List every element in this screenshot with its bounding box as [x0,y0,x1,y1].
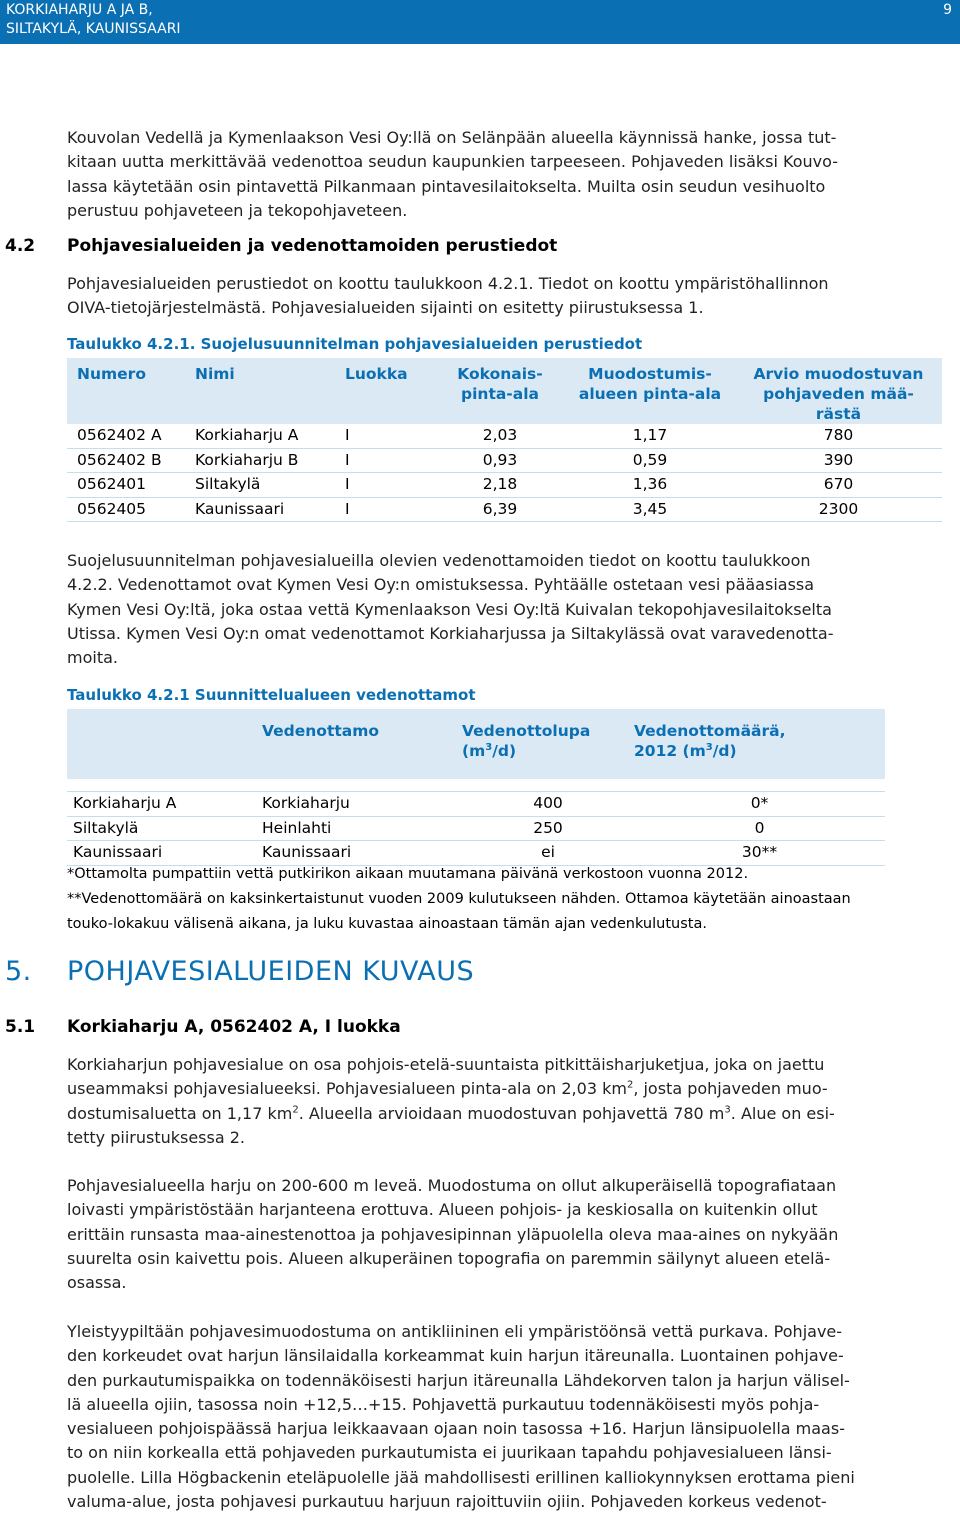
text-line: Suojelusuunnitelman pohjavesialueilla olevien vedenottamoiden tiedot on koottu taulukkoon [67,551,811,570]
text-line: loivasti ympäristöstään harjanteena erottuva. Alueen pohjois- ja keskiosalla on kuitenkin ollut [67,1200,818,1220]
text-line: kitaan uutta merkittävää vedenottoa seudun kaupunkien tarpeeseen. Pohjaveden lisäksi Kouvo- [67,152,838,172]
text-line: OIVA-tietojärjestelmästä. Pohjavesialueiden sijainti on esitetty piirustuksessa 1. [67,298,704,318]
table-row [67,792,885,817]
text-line: Kouvolan Vedellä ja Kymenlaakson Vesi Oy:llä on Selänpään alueella käynnissä hanke, jossa tut- [67,128,837,147]
paragraph-after-table1 [67,549,953,670]
spacer-cell [67,779,885,792]
superscript: 2 [626,1079,634,1091]
text-line: to on niin korkealla että pohjaveden purkautumista ei juurikaan tapahdu pohjavesialueen länsi- [67,1443,832,1463]
text-line: valuma-alue, josta pohjavesi purkautuu harjuun rajoittuviin ojiin. Pohjaveden korkeus vedenot- [67,1492,827,1512]
table-row [67,497,942,522]
header-intake: Vedenottamo [262,709,462,779]
text-line: erittäin runsasta maa-ainestenottoa ja pohjavesipinnan yläpuolella oleva maa-aines on nykyään [67,1224,839,1244]
text-line: tetty piirustuksessa 2. [67,1127,246,1147]
cell-intake: Korkiaharju [262,792,462,817]
table-caption: Taulukko 4.2.1. Suojelusuunnitelman pohjavesialueiden perustiedot [67,335,643,353]
header-title [6,1,181,39]
section-5-1-paragraph-1 [67,1053,953,1150]
text-line: Pohjavesialueiden perustiedot on koottu taulukkoon 4.2.1. Tiedot on koottu ympäristöhallinnon [67,274,829,293]
text-span: useammaksi pohjavesialueeksi. Pohjavesialueen pinta-ala on 2,03 km [67,1079,627,1099]
header-volume-sup: 3 [705,741,713,753]
text-line: Utissa. Kymen Vesi Oy:n omat vedenottamot Korkiaharjussa ja Siltakylässä ovat varavedenotta- [67,623,834,643]
table1-caption [67,332,953,356]
superscript: 3 [724,1104,731,1116]
header-number: Numero [67,358,195,424]
section-number: 5.1 [5,1017,36,1037]
table-row [67,448,942,473]
cell-permit: 250 [462,816,634,841]
header-volume-unit-end: /d) [712,742,737,760]
header-formation-area: Muodostumis- alueen pinta-ala [565,358,735,424]
page-number: 9 [943,2,952,18]
table-header-row [67,358,942,424]
cell-estimate: 390 [735,448,942,473]
header-permit-unit: (m [462,742,486,760]
chapter-number: 5. [5,956,32,987]
cell-volume: 30** [634,841,885,866]
cell-area: Korkiaharju A [67,792,262,817]
table2-container [67,709,953,866]
cell-name: Kaunissaari [195,497,345,522]
cell-intake: Heinlahti [262,816,462,841]
text-span: dostumisaluetta on 1,17 km [67,1103,293,1123]
header-permit-line1: Vedenottolupa [462,722,591,740]
superscript: 2 [292,1104,299,1116]
text-line [67,1102,953,1126]
cell-number: 0562402 A [67,424,195,448]
section-5-1-paragraph-3 [67,1320,953,1514]
header-permit [462,709,634,779]
header-area [67,709,262,779]
cell-area: Kaunissaari [67,841,262,866]
table-header-row [67,709,885,779]
section-heading-4-2 [5,236,557,256]
header-volume-unit: 2012 (m [634,742,706,760]
cell-name: Siltakylä [195,473,345,498]
table-caption: Taulukko 4.2.1 Suunnittelualueen vedenottamot [67,686,476,704]
text-line: osassa. [67,1273,127,1293]
header-name: Nimi [195,358,345,424]
header-volume [634,709,885,779]
text-line: lä alueella ojiin, tasossa noin +12,5…+15. Pohjavettä purkautuu todennäköisesti myös pohja- [67,1394,820,1414]
table-row [67,816,885,841]
table1-container [67,358,953,522]
table-row [67,473,942,498]
text-span: . Alueella arvioidaan muodostuvan pohjavettä 780 m [298,1103,725,1123]
text-line: lassa käytetään osin pintavettä Pilkanmaan pintavesilaitokselta. Muilta osin seudun vesihuolto [67,176,826,196]
section-heading-5-1 [5,1017,401,1037]
header-permit-sup: 3 [485,741,493,753]
intro-paragraph [67,126,953,223]
table2-caption [67,683,953,707]
footnote: touko-lokakuu välisenä aikana, ja luku kuvastaa ainoastaan tämän ajan vedenkulutusta. [67,916,707,932]
cell-total-area: 2,18 [435,473,565,498]
header-class: Luokka [345,358,435,424]
header-title-line1: KORKIAHARJU A JA B, [6,2,153,18]
text-line: Pohjavesialueella harju on 200-600 m leveä. Muodostuma on ollut alkuperäisellä topografiataan [67,1176,837,1195]
cell-class: I [345,424,435,448]
cell-permit: 400 [462,792,634,817]
footnote: **Vedenottomäärä on kaksinkertaistunut vuoden 2009 kulutukseen nähden. Ottamoa käytetään ainoastaan [67,891,851,907]
cell-class: I [345,473,435,498]
spacer-row [67,779,885,792]
cell-total-area: 6,39 [435,497,565,522]
text-line: puolelle. Lilla Högbackenin eteläpuolelle jää mahdollisesti erillinen kalliokynnyksen erottama pieni [67,1467,855,1487]
text-line [67,1077,953,1101]
header-total-area: Kokonais- pinta-ala [435,358,565,424]
text-line: Korkiaharjun pohjavesialue on osa pohjois-etelä-suuntaista pitkittäisharjuketjua, joka on jaettu [67,1055,825,1074]
chapter-heading-5 [5,956,474,987]
text-span: . Alue on esi- [730,1103,835,1123]
section-title: Korkiaharju A, 0562402 A, I luokka [67,1017,401,1037]
groundwater-area-table [67,358,942,522]
section-4-2-paragraph [67,272,953,321]
cell-number: 0562402 B [67,448,195,473]
section-5-1-paragraph-2 [67,1174,953,1295]
cell-number: 0562405 [67,497,195,522]
cell-permit: ei [462,841,634,866]
cell-name: Korkiaharju A [195,424,345,448]
cell-name: Korkiaharju B [195,448,345,473]
cell-formation-area: 0,59 [565,448,735,473]
text-span: , josta pohjaveden muo- [633,1079,828,1099]
cell-number: 0562401 [67,473,195,498]
section-title: Pohjavesialueiden ja vedenottamoiden perustiedot [67,236,558,256]
chapter-title: POHJAVESIALUEIDEN KUVAUS [67,956,475,987]
cell-total-area: 2,03 [435,424,565,448]
cell-estimate: 780 [735,424,942,448]
cell-formation-area: 1,36 [565,473,735,498]
cell-total-area: 0,93 [435,448,565,473]
cell-formation-area: 1,17 [565,424,735,448]
cell-class: I [345,497,435,522]
text-line: vesialueen pohjoispäässä harjua leikkaavaan ojaan noin tasossa +16. Harjun länsipuolella maas- [67,1419,845,1439]
cell-formation-area: 3,45 [565,497,735,522]
footnotes [67,862,953,937]
text-line: Yleistyypiltään pohjavesimuodostuma on antikliininen eli ympäristöönsä vettä purkava. Pohjave- [67,1322,843,1341]
footnote: *Ottamolta pumpattiin vettä putkirikon aikaan muutamana päivänä verkostoon vuonna 2012. [67,866,749,882]
text-line: perustuu pohjaveteen ja tekopohjaveteen. [67,200,408,220]
header-estimated-volume: Arvio muodostuvan pohjaveden mää- rästä [735,358,942,424]
water-intake-table [67,709,885,866]
cell-estimate: 670 [735,473,942,498]
text-line: Kymen Vesi Oy:ltä, joka ostaa vettä Kymenlaakson Vesi Oy:ltä Kuivalan tekopohjavesilaitokselta [67,599,832,619]
cell-intake: Kaunissaari [262,841,462,866]
page-header [0,0,960,44]
cell-class: I [345,448,435,473]
table-row [67,424,942,448]
header-title-line2: SILTAKYLÄ, KAUNISSAARI [6,21,181,37]
header-permit-unit-end: /d) [492,742,517,760]
header-volume-line1: Vedenottomäärä, [634,722,786,740]
cell-area: Siltakylä [67,816,262,841]
text-line: den korkeudet ovat harjun länsilaidalla korkeammat kuin harjun itäreunalla. Luontainen pohjave- [67,1346,844,1366]
section-number: 4.2 [5,236,36,256]
text-line: suurelta osin kaivettu pois. Alueen alkuperäinen topografia on paremmin säilynyt alueen etelä- [67,1248,831,1268]
text-line: den purkautumispaikka on todennäköisesti harjun itäreunalla Lähdekorven talon ja harjun välisel- [67,1370,850,1390]
cell-volume: 0* [634,792,885,817]
text-line: moita. [67,648,118,668]
cell-volume: 0 [634,816,885,841]
cell-estimate: 2300 [735,497,942,522]
text-line: 4.2.2. Vedenottamot ovat Kymen Vesi Oy:n omistuksessa. Pyhtäälle ostetaan vesi pääasiassa [67,575,815,595]
